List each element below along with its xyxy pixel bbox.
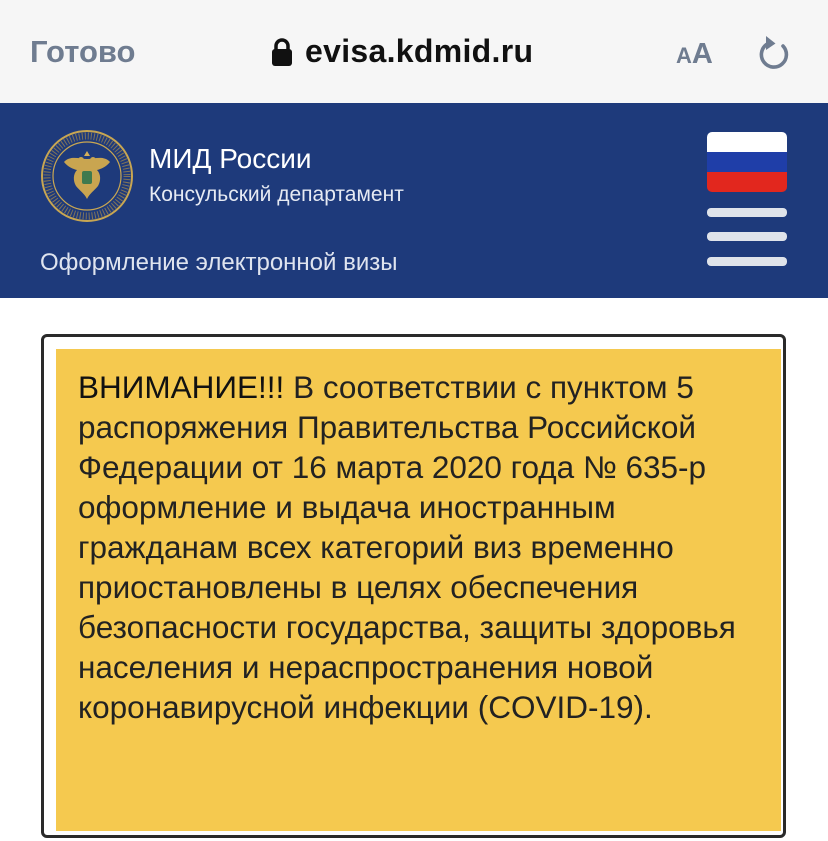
notice-heading: ВНИМАНИЕ!!! [78,369,285,405]
done-button[interactable]: Готово [30,34,136,69]
lock-icon [271,37,293,67]
site-title: МИД России [149,143,312,174]
menu-icon[interactable] [707,208,787,266]
notice-box [56,349,781,831]
text-size-big-label: A [691,38,713,70]
notice-frame [41,334,786,838]
text-size-small-label: A [676,43,692,68]
url-text: evisa.kdmid.ru [305,33,534,69]
text-size-button[interactable] [676,38,713,71]
site-header [0,103,828,298]
service-title[interactable]: Оформление электронной визы [40,249,398,276]
flag-icon[interactable] [707,132,787,192]
browser-toolbar [0,0,828,103]
emblem-icon [40,129,134,223]
notice-body: В соответствии с пунктом 5 распоряжения Правительства Российской Федерации от 16 марта 2020 года № 635-р оформление и выдача иностранным гражданам всех категорий виз временно приостановлены в целях обеспечения безопасности государства, защиты здоровья населения и нераспространения новой коронавирусной инфекции (COVID-19). [78,369,736,725]
notice-text [78,367,769,727]
reload-icon[interactable] [757,34,793,72]
site-subtitle: Консульский департамент [149,183,404,206]
address-bar[interactable] [271,33,533,70]
